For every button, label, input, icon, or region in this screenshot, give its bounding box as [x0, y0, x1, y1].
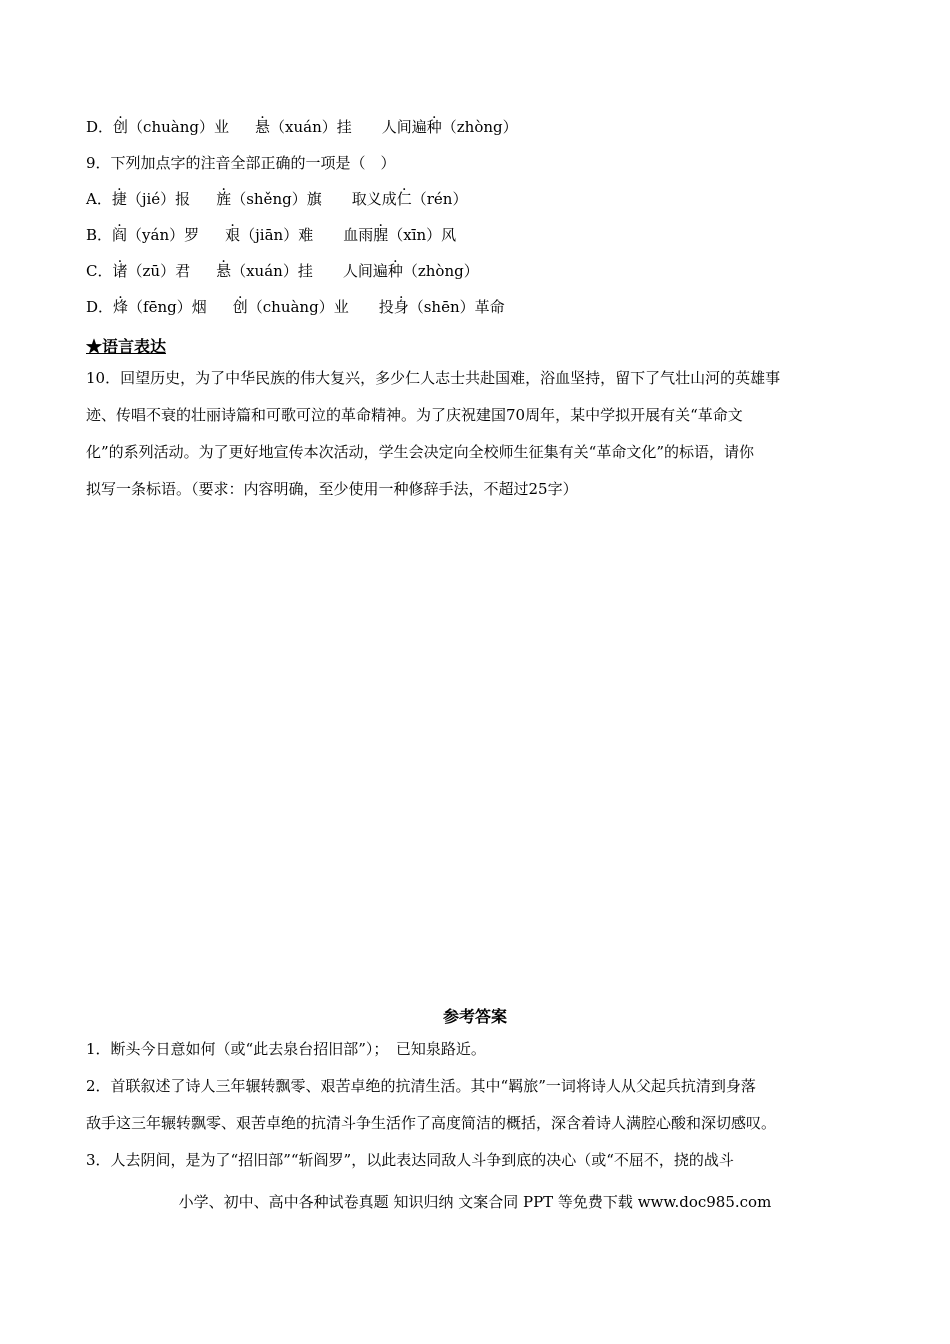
q9-option-b [86, 225, 456, 245]
option-label: D． [86, 298, 114, 316]
q10-line: 迹、传唱不衰的壮丽诗篇和可歌可泣的革命精神。为了庆祝建国70周年，某中学拟开展有关“革命文 [86, 406, 743, 424]
option-item-pinyin: （rén） [411, 190, 468, 208]
option-item [382, 117, 518, 137]
q9-stem: 9．下列加点字的注音全部正确的一项是（ ） [86, 154, 396, 172]
option-item-prefix: 投 [378, 298, 394, 316]
dotted-character: 身 [393, 298, 409, 316]
option-item-pinyin: （chuàng）业 [247, 298, 349, 316]
dotted-character: 捷 [111, 190, 127, 208]
option-item [112, 261, 190, 281]
answer-line: 3．人去阴间，是为了“招旧部”“斩阎罗”，以此表达同敌人斗争到底的决心（或“不屈不，挠的战斗 [86, 1151, 734, 1169]
option-label: C． [86, 262, 113, 280]
dotted-character: 诸 [112, 262, 128, 280]
q10-line: 10．回望历史，为了中华民族的伟大复兴，多少仁人志士共赴国难，浴血坚持，留下了气壮山河的英雄事 [86, 369, 781, 387]
answer-line: 敌手这三年辗转飘零、艰苦卓绝的抗清斗争生活作了高度简洁的概括，深含着诗人满腔心酸和深切感叹。 [86, 1114, 777, 1132]
option-label: A． [86, 190, 112, 208]
option-item-pinyin: （fēng）烟 [128, 298, 207, 316]
option-item [255, 117, 352, 137]
option-item [112, 225, 199, 245]
dotted-character: 悬 [254, 118, 270, 136]
option-item [343, 225, 456, 245]
option-item-prefix: 人间遍 [342, 262, 388, 280]
dotted-character: 创 [113, 118, 129, 136]
option-item [225, 225, 313, 245]
option-item-prefix: 取义成 [351, 190, 397, 208]
option-item-prefix: 人间遍 [381, 118, 427, 136]
option-item-pinyin: （zhòng） [441, 118, 518, 136]
dotted-character: 艰 [225, 226, 241, 244]
dotted-character: 阎 [112, 226, 128, 244]
option-item-pinyin: （yán）罗 [127, 226, 200, 244]
option-item [113, 117, 229, 137]
option-item [343, 261, 479, 281]
dotted-character: 创 [232, 298, 248, 316]
q10-line: 化”的系列活动。为了更好地宣传本次活动，学生会决定向全校师生征集有关“革命文化”的标语，请你 [86, 443, 755, 461]
option-item [233, 297, 349, 317]
answer-line: 2．首联叙述了诗人三年辗转飘零、艰苦卓绝的抗清生活。其中“羁旅”一词将诗人从父起兵抗清到身落 [86, 1077, 756, 1095]
option-item-pinyin: （jié）报 [126, 190, 191, 208]
option-item [352, 189, 468, 209]
dotted-character: 腥 [373, 226, 389, 244]
option-item-pinyin: （chuàng）业 [128, 118, 229, 136]
option-item-pinyin: （shēn）革命 [408, 298, 505, 316]
option-item [113, 297, 207, 317]
option-item [216, 261, 313, 281]
option-item-pinyin: （xuán）挂 [231, 262, 313, 280]
dotted-character: 种 [387, 262, 403, 280]
option-label: B． [86, 226, 113, 244]
dotted-character: 旌 [216, 190, 232, 208]
option-item-pinyin: （zhòng） [402, 262, 479, 280]
section-title-language-expression: ★语言表达 [86, 337, 167, 356]
dotted-character: 烽 [113, 298, 129, 316]
q10-question [86, 360, 866, 508]
q8-option-d [86, 117, 518, 137]
answer-line: 1．断头今日意如何（或“此去泉台招旧部”）； 已知泉路近。 [86, 1040, 486, 1058]
q9-option-d [86, 297, 505, 317]
option-item-pinyin: （jiān）难 [240, 226, 314, 244]
option-item-pinyin: （zū）君 [127, 262, 191, 280]
dotted-character: 种 [426, 118, 442, 136]
option-item-prefix: 血雨 [343, 226, 374, 244]
dotted-character: 悬 [216, 262, 232, 280]
option-item-pinyin: （shěng）旗 [231, 190, 322, 208]
option-item-pinyin: （xīn）风 [388, 226, 457, 244]
answers-title: 参考答案 [442, 1007, 507, 1026]
option-item [112, 189, 190, 209]
page-footer: 小学、初中、高中各种试卷真题 知识归纳 文案合同 PPT 等免费下载 www.doc985.com [178, 1193, 772, 1211]
answers-body [86, 1031, 866, 1179]
q9-option-c [86, 261, 479, 281]
dotted-character: 仁 [396, 190, 412, 208]
option-item [379, 297, 505, 317]
option-item [216, 189, 322, 209]
q10-line: 拟写一条标语。（要求：内容明确，至少使用一种修辞手法，不超过25字） [86, 480, 578, 498]
q9-option-a [86, 189, 467, 209]
option-item-pinyin: （xuán）挂 [270, 118, 352, 136]
option-label: D． [86, 118, 114, 136]
